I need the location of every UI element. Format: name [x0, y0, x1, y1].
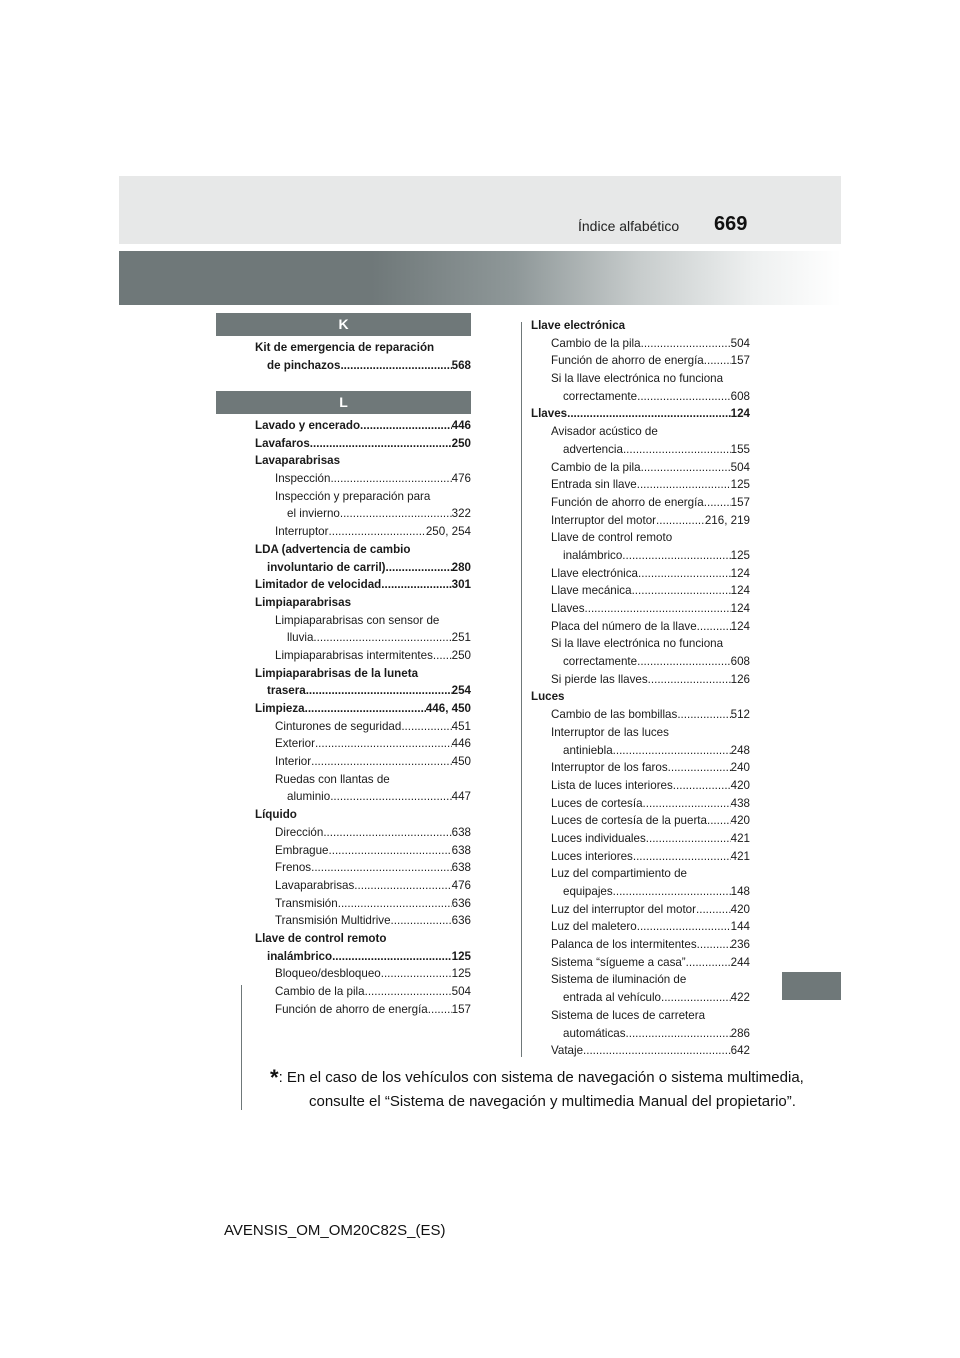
- dot-leader: [623, 441, 731, 459]
- index-entry: [531, 582, 750, 600]
- entry-page: 254: [451, 684, 471, 698]
- entry-text: Interruptor: [275, 525, 329, 539]
- dot-leader: [656, 512, 705, 530]
- entry-text: Cinturones de seguridad: [275, 719, 402, 733]
- index-entry: [255, 665, 471, 683]
- entry-text: Si pierde las llaves: [551, 672, 648, 686]
- entry-page: 638: [451, 861, 471, 875]
- dot-leader: [697, 936, 731, 954]
- dot-leader: [626, 1025, 731, 1043]
- dot-leader: [323, 824, 451, 842]
- entry-page: 504: [730, 460, 750, 474]
- index-entry: [255, 505, 471, 523]
- dot-leader: [338, 895, 452, 913]
- entry-text: Llave de control remoto: [255, 931, 387, 945]
- dot-leader: [386, 559, 452, 577]
- entry-text: Si la llave electrónica no funciona: [551, 637, 724, 651]
- entry-page: 124: [730, 602, 750, 615]
- entry-text: Embrague: [275, 843, 329, 857]
- entry-page: 216, 219: [704, 513, 750, 527]
- dot-leader: [340, 357, 451, 375]
- entry-page: 608: [730, 655, 750, 669]
- entry-page: 476: [451, 878, 471, 892]
- footnote: [270, 1066, 804, 1114]
- entry-page: 446: [451, 419, 471, 432]
- index-entry: [531, 1007, 750, 1025]
- dot-leader: [567, 405, 731, 423]
- index-entry: [531, 653, 750, 671]
- dot-leader: [354, 877, 451, 895]
- index-entry: [531, 742, 750, 760]
- entry-page: 504: [730, 336, 750, 350]
- index-entry: [531, 936, 750, 954]
- dot-leader: [365, 983, 452, 1001]
- index-entry: [531, 335, 750, 353]
- entry-page: 447: [451, 790, 471, 804]
- entry-text: de pinchazos: [267, 358, 341, 372]
- dot-leader: [637, 388, 731, 406]
- dot-leader: [340, 505, 452, 523]
- dot-leader: [401, 718, 451, 736]
- entry-text: trasera: [267, 684, 306, 698]
- dot-leader: [613, 742, 731, 760]
- dot-leader: [311, 753, 452, 771]
- index-entry: [531, 494, 750, 512]
- index-entry: [531, 830, 750, 848]
- entry-text: Interior: [275, 755, 312, 769]
- index-entry: [531, 459, 750, 477]
- entry-page: 144: [730, 920, 750, 934]
- entry-page: 450: [451, 755, 471, 769]
- entry-page: 126: [730, 672, 750, 686]
- dot-leader: [313, 629, 451, 647]
- dot-leader: [704, 494, 731, 512]
- index-entry: [255, 948, 471, 966]
- dot-leader: [648, 671, 731, 689]
- index-entry: [531, 618, 750, 636]
- entry-text: lluvia: [287, 631, 314, 645]
- index-entry: [255, 357, 471, 375]
- entry-page: 148: [730, 885, 750, 898]
- index-entry: [255, 647, 471, 665]
- index-entry: [255, 877, 471, 895]
- entry-text: Interruptor del motor: [551, 513, 657, 527]
- index-entry: [255, 842, 471, 860]
- dot-leader: [381, 965, 452, 983]
- entry-text: Limitador de velocidad: [255, 578, 382, 592]
- entry-page: 608: [730, 389, 750, 403]
- entry-page: 636: [451, 896, 471, 910]
- index-entry: [255, 965, 471, 983]
- dot-leader: [641, 335, 731, 353]
- entry-page: 512: [730, 708, 750, 722]
- entry-text: LDA (advertencia de cambio: [255, 542, 411, 556]
- entry-page: 420: [730, 902, 750, 916]
- entry-page: 157: [730, 495, 750, 509]
- index-column-k: [255, 339, 471, 374]
- entry-page: 451: [451, 719, 471, 733]
- column-divider-rule: [521, 322, 522, 1057]
- index-entry: [531, 317, 750, 335]
- dot-leader: [632, 582, 731, 600]
- index-entry: [255, 435, 471, 453]
- entry-page: 248: [730, 743, 750, 757]
- index-entry: [531, 405, 750, 423]
- dot-leader: [433, 647, 452, 665]
- index-entry: [531, 989, 750, 1007]
- index-entry: [531, 883, 750, 901]
- section-heading-k: K: [216, 313, 471, 336]
- dot-leader: [622, 547, 730, 565]
- entry-page: 438: [730, 796, 750, 810]
- dot-leader: [585, 600, 731, 618]
- index-entry: [531, 600, 750, 618]
- entry-page: 125: [730, 548, 750, 562]
- index-entry: [255, 788, 471, 806]
- index-entry: [531, 423, 750, 441]
- index-entry: [531, 512, 750, 530]
- index-entry: [255, 753, 471, 771]
- entry-text: Frenos: [275, 861, 312, 875]
- entry-page: 636: [451, 914, 471, 928]
- entry-text: involuntario de carril): [267, 560, 386, 574]
- dot-leader: [329, 523, 426, 541]
- entry-text: inalámbrico: [563, 548, 623, 562]
- entry-page: 240: [730, 761, 750, 775]
- dot-leader: [310, 435, 452, 453]
- dot-leader: [329, 842, 452, 860]
- entry-text: Limpiaparabrisas de la luneta: [255, 666, 419, 680]
- index-entry: [255, 470, 471, 488]
- entry-page: 124: [730, 566, 750, 580]
- index-entry: [255, 700, 471, 718]
- entry-text: Luces individuales: [551, 831, 646, 845]
- index-entry: [255, 983, 471, 1001]
- chapter-thumb-tab: [782, 972, 841, 1000]
- entry-page: 421: [730, 831, 750, 845]
- entry-text: Luz del compartimiento de: [551, 867, 687, 881]
- index-entry: [531, 547, 750, 565]
- entry-page: 568: [451, 358, 471, 372]
- index-entry: [531, 954, 750, 972]
- section-title: Índice alfabético: [578, 218, 680, 234]
- index-entry: [255, 488, 471, 506]
- entry-text: Limpiaparabrisas con sensor de: [275, 613, 440, 627]
- dot-leader: [381, 576, 451, 594]
- dot-leader: [641, 459, 731, 477]
- entry-text: entrada al vehículo: [563, 991, 661, 1005]
- dot-leader: [637, 918, 731, 936]
- dot-leader: [306, 682, 452, 700]
- index-entry: [531, 352, 750, 370]
- index-entry: [531, 1042, 750, 1060]
- index-entry: [255, 339, 471, 357]
- entry-page: 446, 450: [425, 702, 471, 715]
- entry-text: Avisador acústico de: [551, 425, 658, 439]
- entry-text: Cambio de la pila: [275, 985, 365, 998]
- index-entry: [255, 559, 471, 577]
- entry-text: Luz del interruptor del motor: [551, 902, 696, 916]
- entry-page: 244: [730, 955, 750, 969]
- entry-text: Sistema de luces de carretera: [551, 1008, 706, 1022]
- entry-text: Llave electrónica: [551, 566, 639, 580]
- entry-text: Llave mecánica: [551, 584, 632, 598]
- dot-leader: [707, 812, 731, 830]
- index-entry: [255, 523, 471, 541]
- index-entry: [255, 629, 471, 647]
- entry-text: inalámbrico: [267, 949, 333, 963]
- dot-leader: [360, 417, 452, 435]
- entry-text: Llave de control remoto: [551, 531, 673, 545]
- index-entry: [531, 671, 750, 689]
- entry-text: Si la llave electrónica no funciona: [551, 372, 724, 386]
- entry-page: 125: [730, 478, 750, 492]
- entry-text: Luces de cortesía de la puerta: [551, 814, 707, 828]
- entry-page: 280: [451, 560, 471, 574]
- dot-leader: [332, 948, 452, 966]
- dot-leader: [637, 476, 731, 494]
- entry-text: Cambio de la pila: [551, 460, 641, 474]
- entry-text: Luces interiores: [551, 849, 633, 863]
- entry-page: 504: [451, 985, 471, 998]
- entry-text: Función de ahorro de energía: [551, 495, 704, 509]
- index-entry: [255, 771, 471, 789]
- entry-page: 251: [451, 631, 471, 645]
- entry-page: 124: [730, 619, 750, 633]
- index-entry: [531, 706, 750, 724]
- entry-page: 476: [451, 472, 471, 486]
- entry-page: 124: [730, 407, 750, 421]
- entry-page: 157: [451, 1002, 471, 1016]
- index-entry: [531, 918, 750, 936]
- entry-text: equipajes: [563, 885, 613, 898]
- entry-text: Ruedas con llantas de: [275, 772, 390, 786]
- index-column-l: [255, 417, 471, 1018]
- entry-page: 250: [451, 436, 471, 450]
- entry-text: Llave electrónica: [531, 319, 626, 332]
- entry-text: Limpiaparabrisas: [255, 595, 352, 609]
- index-entry: [255, 895, 471, 913]
- entry-text: aluminio: [287, 790, 331, 804]
- entry-text: Palanca de los intermitentes: [551, 938, 697, 952]
- entry-page: 286: [730, 1026, 750, 1040]
- entry-text: Bloqueo/desbloqueo: [275, 967, 381, 981]
- entry-text: Placa del número de la llave: [551, 619, 697, 633]
- entry-text: Interruptor de los faros: [551, 761, 668, 775]
- entry-text: Entrada sin llave: [551, 478, 637, 492]
- entry-text: Transmisión: [275, 896, 338, 910]
- footnote-line-1: : En el caso de los vehículos con sistema de navegación o sistema multimedia,: [278, 1069, 804, 1086]
- index-entry: [531, 795, 750, 813]
- dot-leader: [305, 700, 426, 718]
- entry-text: Luz del maletero: [551, 920, 637, 934]
- entry-page: 125: [451, 949, 471, 963]
- index-entry: [531, 370, 750, 388]
- entry-page: 250: [451, 648, 471, 662]
- index-entry: [531, 759, 750, 777]
- entry-page: 420: [730, 778, 750, 792]
- entry-text: correctamente: [563, 655, 638, 669]
- entry-text: correctamente: [563, 389, 638, 403]
- dot-leader: [704, 352, 731, 370]
- index-entry: [531, 476, 750, 494]
- dot-leader: [661, 989, 731, 1007]
- entry-text: automáticas: [563, 1026, 626, 1040]
- entry-page: 638: [451, 843, 471, 857]
- entry-text: Llaves: [531, 407, 568, 421]
- index-entry: [255, 417, 471, 435]
- entry-page: 422: [730, 991, 750, 1005]
- entry-text: Transmisión Multidrive: [275, 914, 391, 928]
- entry-text: Exterior: [275, 737, 315, 751]
- dot-leader: [646, 830, 731, 848]
- dot-leader: [330, 470, 451, 488]
- entry-page: 155: [730, 442, 750, 456]
- entry-page: 420: [730, 814, 750, 828]
- index-entry: [531, 388, 750, 406]
- entry-page: 642: [730, 1044, 750, 1058]
- entry-text: Sistema “sígueme a casa”: [551, 955, 686, 969]
- dot-leader: [311, 859, 452, 877]
- index-entry: [531, 1025, 750, 1043]
- entry-text: Lavaparabrisas: [275, 878, 355, 892]
- entry-text: Líquido: [255, 808, 297, 822]
- index-entry: [255, 1001, 471, 1019]
- left-margin-rule: [241, 985, 242, 1110]
- dot-leader: [697, 618, 731, 636]
- entry-text: Lista de luces interiores: [551, 778, 673, 792]
- document-code: AVENSIS_OM_OM20C82S_(ES): [224, 1222, 446, 1239]
- index-entry: [531, 441, 750, 459]
- entry-page: 322: [451, 507, 471, 521]
- entry-text: Interruptor de las luces: [551, 725, 669, 739]
- entry-text: Lavafaros: [255, 436, 310, 450]
- entry-page: 125: [451, 967, 471, 981]
- entry-text: Lavado y encerado: [255, 419, 361, 432]
- dot-leader: [643, 795, 731, 813]
- entry-text: Cambio de la pila: [551, 336, 641, 350]
- index-entry: [255, 824, 471, 842]
- entry-page: 236: [730, 938, 750, 952]
- entry-text: Inspección: [275, 472, 331, 486]
- dot-leader: [638, 565, 731, 583]
- index-entry: [531, 529, 750, 547]
- dot-leader: [428, 1001, 452, 1019]
- entry-text: Limpiaparabrisas intermitentes: [275, 648, 433, 662]
- entry-page: 157: [730, 354, 750, 368]
- dot-leader: [696, 901, 731, 919]
- index-entry: [531, 777, 750, 795]
- entry-page: 421: [730, 849, 750, 863]
- entry-text: antiniebla: [563, 743, 613, 757]
- index-entry: [255, 541, 471, 559]
- entry-text: Cambio de las bombillas: [551, 708, 678, 722]
- index-entry: [255, 718, 471, 736]
- entry-text: advertencia: [563, 442, 623, 456]
- entry-text: Llaves: [551, 602, 585, 615]
- footnote-marker: *: [270, 1065, 279, 1090]
- dot-leader: [330, 788, 451, 806]
- entry-text: Inspección y preparación para: [275, 489, 431, 503]
- index-entry: [255, 912, 471, 930]
- entry-page: 124: [730, 584, 750, 598]
- index-entry: [531, 688, 750, 706]
- dot-leader: [613, 883, 731, 901]
- index-entry: [255, 806, 471, 824]
- index-entry: [531, 724, 750, 742]
- entry-page: 638: [451, 825, 471, 839]
- dot-leader: [637, 653, 731, 671]
- index-entry: [255, 930, 471, 948]
- index-entry: [255, 452, 471, 470]
- dot-leader: [668, 759, 731, 777]
- footnote-line-2: consulte el “Sistema de navegación y multimedia Manual del propietario”.: [309, 1093, 796, 1110]
- index-entry: [255, 594, 471, 612]
- index-entry: [531, 865, 750, 883]
- dot-leader: [583, 1042, 731, 1060]
- entry-text: Lavaparabrisas: [255, 454, 341, 468]
- index-column-right: [531, 317, 750, 1060]
- entry-text: Sistema de iluminación de: [551, 973, 687, 987]
- dot-leader: [677, 706, 730, 724]
- index-entry: [531, 565, 750, 583]
- header-gradient-band: [119, 251, 841, 305]
- entry-text: Vataje: [551, 1044, 584, 1058]
- entry-text: Kit de emergencia de reparación: [255, 341, 435, 354]
- index-entry: [531, 848, 750, 866]
- entry-text: Luces: [531, 690, 565, 704]
- index-entry: [531, 812, 750, 830]
- index-entry: [255, 735, 471, 753]
- entry-text: el invierno: [287, 507, 340, 521]
- index-entry: [255, 682, 471, 700]
- index-entry: [255, 859, 471, 877]
- index-entry: [531, 635, 750, 653]
- entry-page: 301: [451, 578, 471, 592]
- entry-text: Luces de cortesía: [551, 796, 643, 810]
- index-entry: [531, 901, 750, 919]
- dot-leader: [315, 735, 452, 753]
- entry-text: Función de ahorro de energía: [551, 354, 704, 368]
- dot-leader: [633, 848, 731, 866]
- entry-text: Función de ahorro de energía: [275, 1002, 428, 1016]
- index-entry: [531, 971, 750, 989]
- dot-leader: [673, 777, 731, 795]
- dot-leader: [391, 912, 452, 930]
- entry-text: Dirección: [275, 825, 324, 839]
- index-entry: [255, 612, 471, 630]
- entry-page: 446: [451, 737, 471, 751]
- index-entry: [255, 576, 471, 594]
- section-heading-l: L: [216, 391, 471, 414]
- dot-leader: [686, 954, 731, 972]
- entry-page: 250, 254: [425, 525, 471, 539]
- page-number: 669: [714, 213, 748, 235]
- entry-text: Limpieza: [255, 702, 305, 715]
